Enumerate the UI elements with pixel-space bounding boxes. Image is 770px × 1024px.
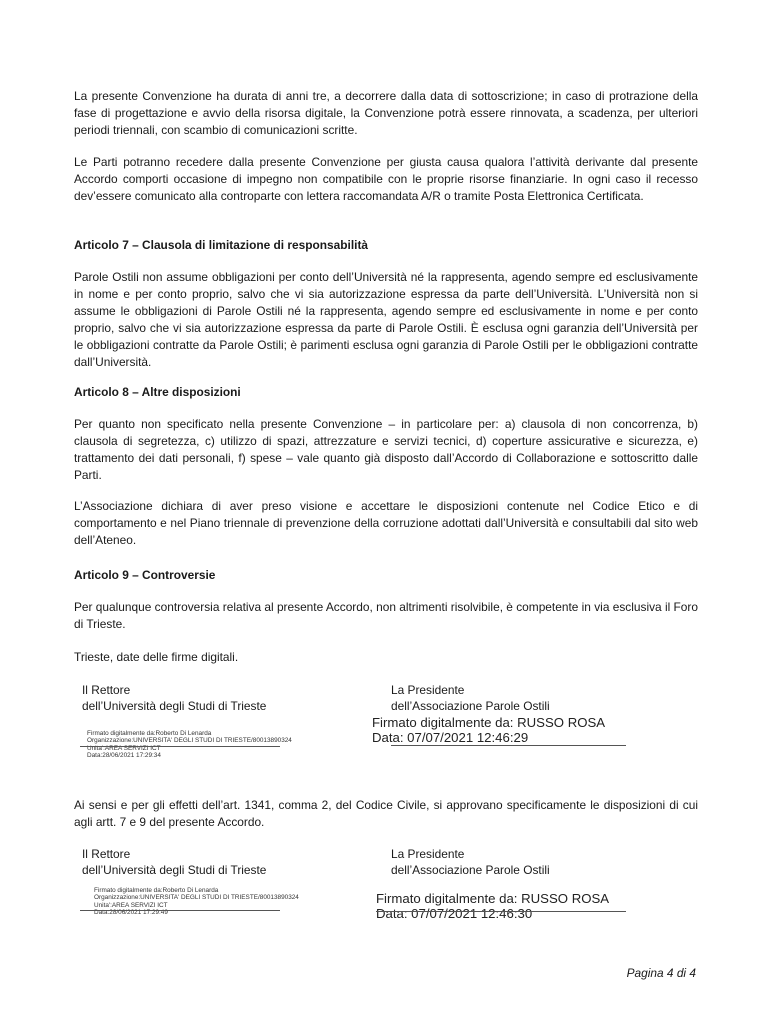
stamp-organization: Organizzazione:UNIVERSITA' DEGLI STUDI DI TRIESTE/80013890324 (87, 737, 292, 745)
president-role: La Presidente (391, 683, 465, 697)
stamp-signer: Firmato digitalmente da:Roberto Di Lenarda (94, 887, 219, 894)
paragraph-civil-code-approval: Ai sensi e per gli effetti dell’art. 1341, comma 2, del Codice Civile, si approvano specificamente le disposizioni di cui agli artt. 7 e 9 del presente Accordo. (74, 798, 698, 829)
president-signature-line (376, 911, 626, 912)
paragraph-ethics-code: L’Associazione dichiara di aver preso visione e accettare le disposizioni contenute nel Codice Etico e di comportamento e nel Piano triennale di prevenzione della corruzione adottati dall’Università e consultabili dal sito web dell’Ateneo. (74, 499, 698, 547)
article-7-heading: Articolo 7 – Clausola di limitazione di responsabilità (74, 238, 369, 252)
stamp-unit: Unita':AREA SERVIZI ICT (94, 901, 168, 909)
president-role: La Presidente (391, 847, 465, 861)
paragraph-disputes: Per qualunque controversia relativa al presente Accordo, non altrimenti risolvibile, è competente in via esclusiva il Foro di Trieste. (74, 600, 698, 631)
article-8-heading: Articolo 8 – Altre disposizioni (74, 385, 241, 399)
stamp-date: Data:28/06/2021 17:29:34 (87, 752, 161, 760)
paragraph-withdrawal: Le Parti potranno recedere dalla presente Convenzione per giusta causa qualora l’attività derivante dal presente Accordo comporti occasione di impegno non compatibile con le proprie risorse finanziarie. In ogni caso il recesso dev’essere comunicato alla controparte con lettera raccomandata A/R o tramite Posta Elettronica Certificata. (74, 155, 698, 203)
rector-role: Il Rettore (82, 683, 131, 697)
stamp-unit: Unita':AREA SERVIZI ICT (87, 744, 161, 752)
rector-role: Il Rettore (82, 847, 131, 861)
president-digital-signature-stamp (372, 715, 605, 746)
rector-signature-line (80, 910, 280, 911)
rector-organization: dell’Università degli Studi di Trieste (82, 699, 267, 713)
president-organization: dell’Associazione Parole Ostili (391, 699, 550, 713)
paragraph-other-provisions: Per quanto non specificato nella presente Convenzione – in particolare per: a) clausola di non concorrenza, b) clausola di segretezza, c) utilizzo di spazi, attrezzature e servizi tecnici, d) coperture assicurative e sicurezza, e) trattamento dei dati personali, f) spese – vale quanto già disposto dall’Accordo di Collaborazione e sottoscritto dalle Parti. (74, 417, 698, 482)
president-signature-line (391, 745, 626, 746)
rector-signature-line (80, 746, 280, 747)
page-number: Pagina 4 di 4 (626, 966, 696, 980)
paragraph-liability: Parole Ostili non assume obbligazioni per conto dell’Università né la rappresenta, agendo sempre ed esclusivamente in nome e per conto proprio, salvo che vi sia autorizzazione espressa da parte dell’Università. L’Università non si assume le obbligazioni di Parole Ostili né la rappresenta, agendo sempre ed esclusivamente in nome e per conto proprio, salvo che vi sia autorizzazione espressa da parte di Parole Ostili. È esclusa ogni garanzia dell’Università per le obbligazioni contratte da Parole Ostili; è parimenti esclusa ogni garanzia di Parole Ostili per le obbligazioni contratte dall’Università. (74, 270, 698, 369)
president-digital-signature-stamp (376, 891, 609, 922)
paragraph-duration: La presente Convenzione ha durata di anni tre, a decorrere dalla data di sottoscrizione; in caso di protrazione della fase di progettazione e avvio della risorsa digitale, la Convenzione potrà essere rinnovata, a scadenza, per ulteriori periodi triennali, con scambio di comunicazioni scritte. (74, 89, 698, 137)
stamp-signer: Firmato digitalmente da: RUSSO ROSA (376, 891, 610, 906)
article-9-heading: Articolo 9 – Controversie (74, 568, 216, 582)
president-organization: dell’Associazione Parole Ostili (391, 863, 550, 877)
stamp-signer: Firmato digitalmente da: RUSSO ROSA (372, 715, 606, 730)
rector-digital-signature-stamp (94, 887, 299, 917)
rector-digital-signature-stamp (87, 730, 292, 760)
stamp-date: Data:28/06/2021 17:29:49 (94, 909, 168, 917)
rector-organization: dell’Università degli Studi di Trieste (82, 863, 267, 877)
stamp-date: Data: 07/07/2021 12:46:29 (372, 730, 529, 746)
stamp-signer: Firmato digitalmente da:Roberto Di Lenarda (87, 730, 212, 737)
stamp-date: Data: 07/07/2021 12:46:30 (376, 906, 533, 922)
stamp-organization: Organizzazione:UNIVERSITA' DEGLI STUDI DI TRIESTE/80013890324 (94, 894, 299, 902)
place-date-line: Trieste, date delle firme digitali. (74, 650, 239, 664)
